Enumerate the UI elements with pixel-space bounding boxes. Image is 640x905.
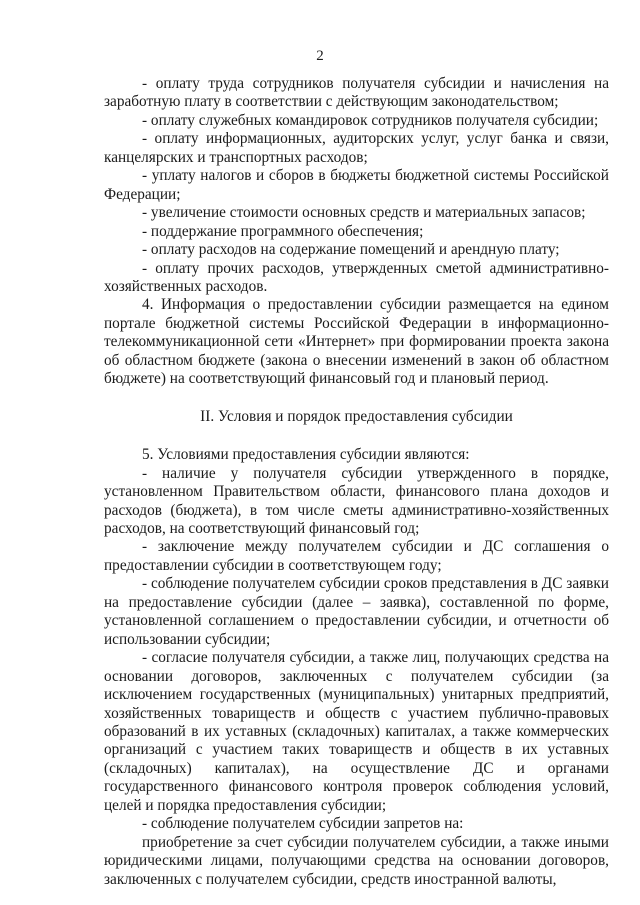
page-number: 2 bbox=[316, 48, 324, 64]
paragraph: 4. Информация о предоставлении субсидии размещается на едином портале бюджетной системы Российской Федерации в информационно-телекоммуникационной сети «Интернет» при формировании проекта закона об областном бюджете (закона о внесении изменений в закон об областном бюджете) на соответствующий финансовый год и плановый период. bbox=[104, 296, 609, 388]
paragraph: - оплату служебных командировок сотрудников получателя субсидии; bbox=[142, 111, 599, 129]
paragraph: - наличие у получателя субсидии утвержденного в порядке, установленном Правительством области, финансового плана доходов и расходов (бюджета), в том числе сметы административно-хозяйственных расходов, на соответствующий финансовый год; bbox=[104, 464, 609, 537]
paragraph: - оплату расходов на содержание помещений и арендную плату; bbox=[142, 241, 560, 259]
paragraph: - согласие получателя субсидии, а также лиц, получающих средства на основании договоров, заключенных с получателем субсидии (за исключением государственных (муниципальных) унитарных предприятий, хозяйственных товариществ и обществ с участием публично-правовых образований в их уставных (складочных) капиталах, а также коммерческих организаций с участием таких товариществ и обществ в их уставных (складочных) капиталах), на осуществление ДС и органами государственного финансового контроля проверок соблюдения условий, целей и порядка предоставления субсидии; bbox=[104, 649, 609, 814]
paragraph: - поддержание программного обеспечения; bbox=[142, 222, 424, 240]
paragraph: 5. Условиями предоставления субсидии являются: bbox=[142, 446, 470, 464]
paragraph: приобретение за счет субсидии получателем субсидии, а также иными юридическими лицами, получающими средства на основании договоров, заключенных с получателем субсидии, средств иностранной валюты, bbox=[104, 833, 609, 888]
paragraph: - соблюдение получателем субсидии сроков представления в ДС заявки на предоставление субсидии (далее – заявка), составленной по форме, установленной соглашением о предоставлении субсидии, и отчетности об использовании субсидии; bbox=[104, 575, 609, 648]
section-heading: II. Условия и порядок предоставления субсидии bbox=[200, 407, 513, 425]
paragraph: - соблюдение получателем субсидии запретов на: bbox=[142, 815, 464, 833]
paragraph: - уплату налогов и сборов в бюджеты бюджетной системы Российской Федерации; bbox=[104, 167, 609, 203]
paragraph: - оплату труда сотрудников получателя субсидии и начисления на заработную плату в соответствии с действующим законодательством; bbox=[104, 75, 609, 111]
paragraph: - заключение между получателем субсидии и ДС соглашения о предоставлении субсидии в соответствующем году; bbox=[104, 538, 609, 574]
paragraph: - оплату прочих расходов, утвержденных сметой административно-хозяйственных расходов. bbox=[104, 259, 609, 295]
paragraph: - оплату информационных, аудиторских услуг, услуг банка и связи, канцелярских и транспортных расходов; bbox=[104, 130, 609, 166]
document-body bbox=[104, 75, 609, 889]
paragraph: - увеличение стоимости основных средств и материальных запасов; bbox=[142, 204, 586, 222]
